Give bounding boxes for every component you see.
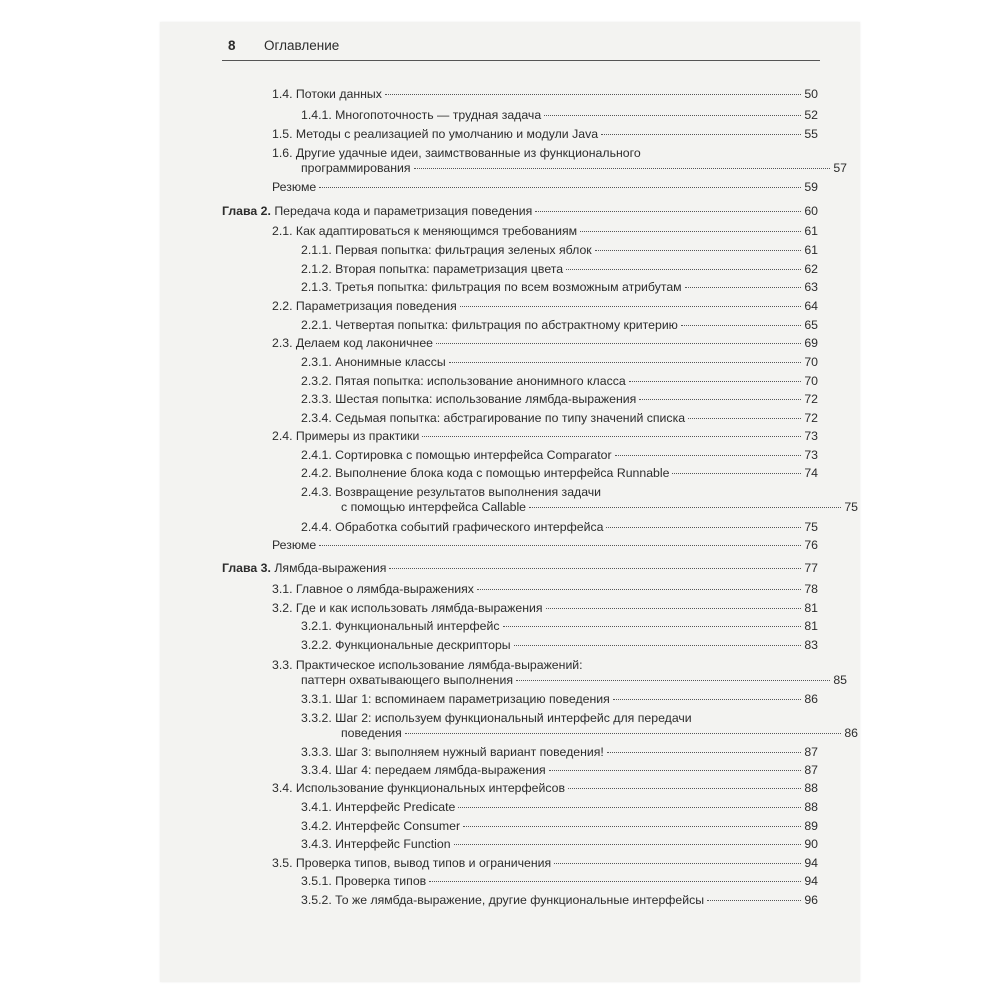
leader-dots: [449, 362, 802, 363]
leader-dots: [503, 626, 802, 627]
toc-entry-title: 3.2. Где и как использовать лямбда-выражения: [272, 601, 543, 615]
leader-dots: [385, 94, 801, 95]
toc-entry-title: 2.1. Как адаптироваться к меняющимся требованиям: [272, 224, 578, 238]
toc-entry-page: 55: [804, 127, 818, 141]
leader-dots: [436, 343, 801, 344]
leader-dots: [422, 436, 801, 437]
toc-entry-title: 3.4. Использование функциональных интерфейсов: [272, 781, 565, 795]
leader-dots: [595, 250, 802, 251]
page-number: 8: [228, 38, 236, 53]
toc-entry-title: 2.3.1. Анонимные классы: [301, 355, 446, 369]
toc-entry: [272, 856, 818, 871]
toc-entry-page: 65: [804, 318, 818, 332]
toc-entry-page: 86: [844, 726, 858, 740]
toc-entry-page: 94: [804, 874, 818, 888]
toc-entry-page: 60: [804, 204, 818, 218]
toc-chapter-entry: [222, 561, 818, 576]
toc-entry-page: 77: [804, 561, 818, 575]
toc-entry-page: 89: [804, 819, 818, 833]
leader-dots: [606, 527, 801, 528]
leader-dots: [429, 881, 801, 882]
leader-dots: [389, 568, 801, 569]
toc-entry: [272, 299, 818, 314]
toc-entry-title: 2.2.1. Четвертая попытка: фильтрация по абстрактному критерию: [301, 318, 678, 332]
toc-entry-title: 3.4.3. Интерфейс Function: [301, 837, 451, 851]
toc-entry: [272, 336, 818, 351]
toc-entry-page: 88: [804, 800, 818, 814]
toc-entry: [272, 224, 818, 239]
toc-entry-title: поведения: [341, 726, 402, 740]
toc-entry-page: 75: [804, 520, 818, 534]
toc-entry-page: 75: [844, 500, 858, 514]
toc-entry-title: 3.2.2. Функциональные дескрипторы: [301, 638, 511, 652]
chapter-label: Глава 2.: [222, 204, 271, 218]
leader-dots: [615, 455, 802, 456]
leader-dots: [514, 645, 802, 646]
toc-entry-title: 3.1. Главное о лямбда-выражениях: [272, 582, 474, 596]
toc-entry: [301, 448, 818, 463]
toc-entry: [272, 538, 818, 553]
toc-entry-page: 73: [804, 429, 818, 443]
leader-dots: [535, 211, 801, 212]
toc-entry-page: 83: [804, 638, 818, 652]
toc-entry-page: 87: [804, 763, 818, 777]
toc-entry: [301, 466, 818, 481]
toc-entry-page: 81: [804, 619, 818, 633]
toc-entry-title: 2.3.2. Пятая попытка: использование анонимного класса: [301, 374, 626, 388]
toc-entry-page: 57: [833, 161, 847, 175]
toc-entry: [301, 874, 818, 889]
toc-entry-title: 1.5. Методы с реализацией по умолчанию и модули Java: [272, 127, 599, 141]
toc-entry: [301, 262, 818, 277]
toc-entry: [301, 411, 818, 426]
leader-dots: [707, 900, 801, 901]
leader-dots: [639, 399, 801, 400]
toc-entry: [272, 781, 818, 796]
leader-dots: [319, 545, 801, 546]
toc-entry: [301, 520, 818, 535]
toc-entry-page: 63: [804, 280, 818, 294]
toc-entry-page: 64: [804, 299, 818, 313]
toc-entry: [272, 127, 818, 142]
toc-entry: [301, 392, 818, 407]
toc-entry-title: 2.4.1. Сортировка с помощью интерфейса Comparator: [301, 448, 612, 462]
toc-entry: [301, 763, 818, 778]
leader-dots: [681, 325, 801, 326]
leader-dots: [607, 752, 801, 753]
leader-dots: [458, 807, 801, 808]
toc-entry-page: 96: [804, 893, 818, 907]
toc-entry-page: 72: [804, 411, 818, 425]
toc-entry-page: 69: [804, 336, 818, 350]
toc-entry: [272, 658, 847, 688]
toc-entry-title: 3.4.1. Интерфейс Predicate: [301, 800, 456, 814]
toc-entry-page: 74: [804, 466, 818, 480]
toc-entry-title: Резюме: [272, 180, 317, 194]
toc-entry: [301, 485, 858, 515]
toc-entry-title: Лямбда-выражения: [274, 561, 387, 575]
toc-entry: [301, 893, 818, 908]
leader-dots: [414, 168, 831, 169]
leader-dots: [688, 418, 801, 419]
toc-entry: [301, 374, 818, 389]
toc-entry: [272, 601, 818, 616]
toc-entry-title: 2.3. Делаем код лаконичнее: [272, 336, 433, 350]
toc-entry-title: 2.3.4. Седьмая попытка: абстрагирование по типу значений списка: [301, 411, 686, 425]
leader-dots: [454, 844, 802, 845]
toc-entry: [301, 619, 818, 634]
leader-dots: [613, 699, 802, 700]
toc-entry-title-first-line: 1.6. Другие удачные идеи, заимствованные из функционального: [272, 146, 641, 160]
toc-entry-page: 59: [804, 180, 818, 194]
leader-dots: [460, 306, 802, 307]
toc-entry-title: 1.4.1. Многопоточность — трудная задача: [301, 108, 542, 122]
toc-entry: [272, 582, 818, 597]
leader-dots: [568, 788, 801, 789]
leader-dots: [405, 733, 842, 734]
toc-entry: [272, 429, 818, 444]
toc-entry-title: 3.3.1. Шаг 1: вспоминаем параметризацию поведения: [301, 692, 610, 706]
toc-entry-title: Резюме: [272, 538, 317, 552]
toc-entry-page: 62: [804, 262, 818, 276]
toc-entry: [301, 819, 818, 834]
toc-entry: [301, 692, 818, 707]
toc-entry-page: 50: [804, 87, 818, 101]
toc-entry: [301, 638, 818, 653]
leader-dots: [544, 115, 801, 116]
toc-entry-title: 2.1.2. Вторая попытка: параметризация цвета: [301, 262, 564, 276]
toc-entry-title: с помощью интерфейса Callable: [341, 500, 527, 514]
leader-dots: [516, 680, 830, 681]
toc-entry-page: 90: [804, 837, 818, 851]
toc-entry: [301, 745, 818, 760]
leader-dots: [685, 287, 802, 288]
toc-entry-title-first-line: 3.3.2. Шаг 2: используем функциональный интерфейс для передачи: [301, 711, 692, 725]
toc-entry-title: 2.2. Параметризация поведения: [272, 299, 457, 313]
toc-entry-title: 2.1.3. Третья попытка: фильтрация по всем возможным атрибутам: [301, 280, 682, 294]
leader-dots: [554, 863, 801, 864]
toc-entry: [272, 180, 818, 195]
toc-entry-page: 61: [804, 243, 818, 257]
toc-entry-title: программирования: [301, 161, 411, 175]
leader-dots: [477, 589, 801, 590]
toc-entry: [301, 800, 818, 815]
toc-entry-page: 86: [804, 692, 818, 706]
toc-entry-page: 76: [804, 538, 818, 552]
toc-entry-page: 73: [804, 448, 818, 462]
toc-entry-page: 70: [804, 374, 818, 388]
leader-dots: [319, 187, 801, 188]
running-title: Оглавление: [264, 38, 340, 53]
leader-dots: [629, 381, 802, 382]
leader-dots: [463, 826, 801, 827]
toc-entry: [272, 146, 847, 176]
toc-entry: [301, 243, 818, 258]
toc-entry-page: 88: [804, 781, 818, 795]
toc-entry-title: 2.4. Примеры из практики: [272, 429, 420, 443]
toc-entry-title: Передача кода и параметризация поведения: [274, 204, 533, 218]
toc-entry-title: 3.5. Проверка типов, вывод типов и ограничения: [272, 856, 552, 870]
toc-entry: [301, 837, 818, 852]
toc-entry-page: 52: [804, 108, 818, 122]
toc-entry-page: 61: [804, 224, 818, 238]
toc-entry-title: 3.3.4. Шаг 4: передаем лямбда-выражения: [301, 763, 546, 777]
leader-dots: [672, 473, 801, 474]
toc-entry-title: 2.1.1. Первая попытка: фильтрация зеленых яблок: [301, 243, 592, 257]
toc-entry: [301, 280, 818, 295]
toc-entry-page: 81: [804, 601, 818, 615]
toc-entry-page: 94: [804, 856, 818, 870]
toc-entry-title: 2.3.3. Шестая попытка: использование лямбда-выражения: [301, 392, 637, 406]
toc-entry-title: 3.3.3. Шаг 3: выполняем нужный вариант поведения!: [301, 745, 604, 759]
toc-entry-title-first-line: 3.3. Практическое использование лямбда-выражений:: [272, 658, 583, 672]
toc-entry-title: 1.4. Потоки данных: [272, 87, 382, 101]
toc-entry: [301, 355, 818, 370]
leader-dots: [601, 134, 801, 135]
toc-entry: [272, 87, 818, 102]
leader-dots: [549, 770, 802, 771]
chapter-label: Глава 3.: [222, 561, 271, 575]
toc-entry-title-first-line: 2.4.3. Возвращение результатов выполнения задачи: [301, 485, 602, 499]
toc-entry: [301, 711, 858, 741]
toc-entry-title: паттерн охватывающего выполнения: [301, 673, 513, 687]
toc-entry-page: 72: [804, 392, 818, 406]
toc-entry-page: 78: [804, 582, 818, 596]
leader-dots: [546, 608, 802, 609]
toc-entry-title: 3.5.2. То же лямбда-выражение, другие функциональные интерфейсы: [301, 893, 705, 907]
toc-entry-title: 2.4.4. Обработка событий графического интерфейса: [301, 520, 604, 534]
toc-entry: [301, 108, 818, 123]
leader-dots: [529, 507, 841, 508]
toc-entry-title: 2.4.2. Выполнение блока кода с помощью интерфейса Runnable: [301, 466, 670, 480]
toc-chapter-entry: [222, 204, 818, 219]
toc-entry: [301, 318, 818, 333]
toc-entry-page: 70: [804, 355, 818, 369]
toc-entry-page: 85: [833, 673, 847, 687]
toc-entry-page: 87: [804, 745, 818, 759]
toc-entry-title: 3.2.1. Функциональный интерфейс: [301, 619, 500, 633]
toc-entry-title: 3.5.1. Проверка типов: [301, 874, 427, 888]
leader-dots: [580, 231, 801, 232]
leader-dots: [566, 269, 801, 270]
toc-entry-title: 3.4.2. Интерфейс Consumer: [301, 819, 461, 833]
